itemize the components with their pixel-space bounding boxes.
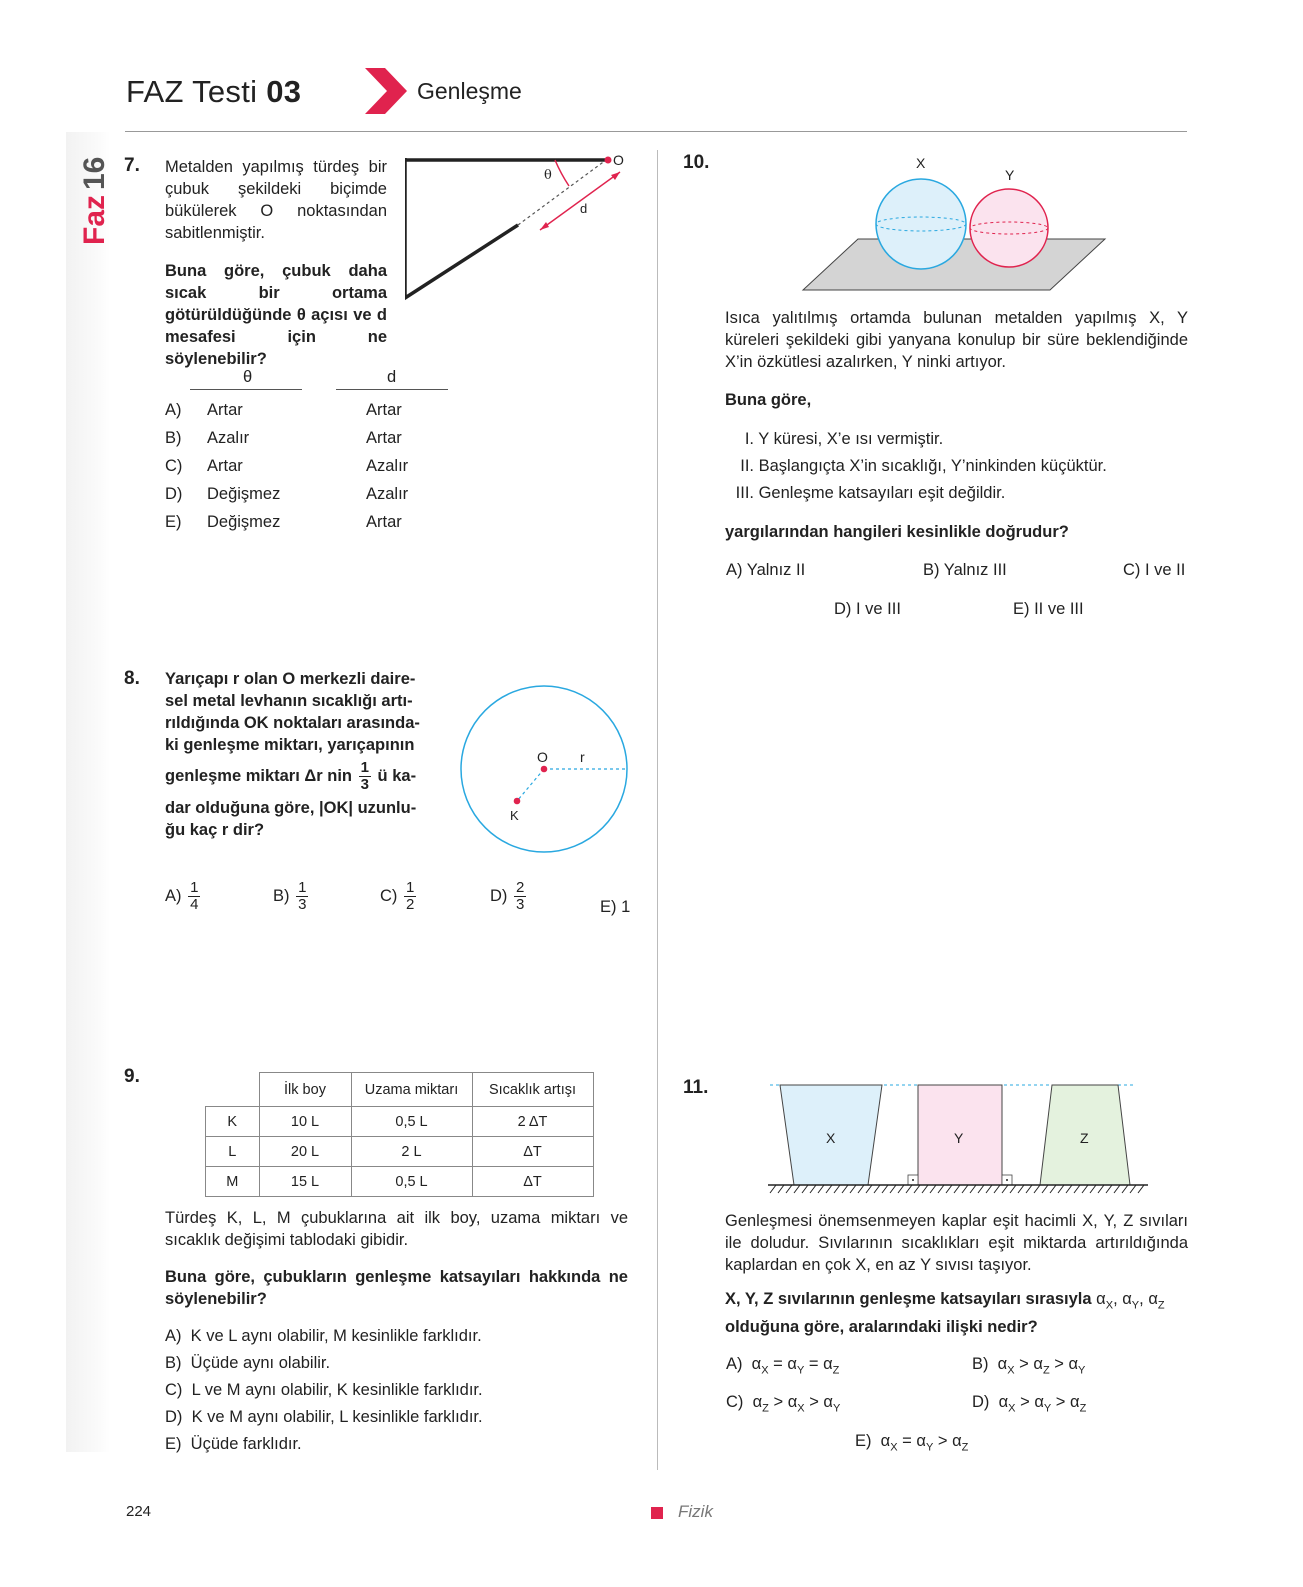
q8-option-a[interactable] bbox=[165, 880, 202, 913]
q11-number: 11. bbox=[683, 1077, 709, 1098]
table-row bbox=[206, 1167, 594, 1197]
alpha-symbol: α bbox=[823, 1393, 833, 1411]
option-letter: A) bbox=[726, 1355, 743, 1373]
q7-number: 7. bbox=[124, 155, 140, 176]
option-theta: Artar bbox=[207, 457, 243, 475]
q8-option-e[interactable] bbox=[600, 898, 630, 917]
option-operator: > bbox=[1019, 1355, 1029, 1373]
option-d: Artar bbox=[366, 429, 402, 447]
q8-figure bbox=[455, 684, 635, 856]
q10-y-label: Y bbox=[1005, 167, 1015, 183]
option-letter: A) bbox=[165, 886, 182, 905]
alpha-sub: X bbox=[1007, 1364, 1015, 1377]
q7-text: Metalden yapılmış türdeş bir çubuk şekildeki biçimde bükülerek O noktasından sabitlenmiştir. bbox=[165, 158, 387, 242]
fraction-num: 1 bbox=[360, 759, 369, 776]
q7-point-label: O bbox=[613, 152, 624, 168]
q11-question-pre: X, Y, Z sıvılarının genleşme katsayıları sırasıyla bbox=[725, 1290, 1092, 1308]
option-fraction bbox=[514, 880, 526, 913]
option-operator: = bbox=[902, 1432, 912, 1450]
table-header-row bbox=[206, 1073, 594, 1107]
option-letter: C) bbox=[380, 886, 398, 905]
fraction-den: 4 bbox=[190, 896, 199, 913]
option-letter: B) bbox=[165, 1354, 182, 1372]
q10-text: Isıca yalıtılmış ortamda bulunan metalden yapılmış X, Y küreleri şekildeki gibi yanyana konulup bir süre beklendiğinde X’in özkütlesi azalırken, Y ninki artıyor. bbox=[725, 309, 1188, 371]
table-row bbox=[206, 1137, 594, 1167]
q7-angle-label: θ bbox=[544, 168, 552, 183]
option-letter: D) bbox=[165, 1408, 183, 1426]
table-corner bbox=[206, 1073, 260, 1107]
option-letter: A) bbox=[165, 401, 182, 419]
column-divider bbox=[657, 150, 658, 1470]
table-header: Sıcaklık artışı bbox=[472, 1073, 593, 1107]
alpha-sub: X bbox=[890, 1441, 898, 1454]
q8-number: 8. bbox=[124, 668, 140, 689]
alpha-sub: Z bbox=[1042, 1364, 1050, 1377]
option-operator: = bbox=[808, 1355, 819, 1373]
alpha-symbol: α bbox=[1148, 1290, 1158, 1308]
q11-option-e[interactable] bbox=[855, 1432, 968, 1453]
q10-statement-2 bbox=[732, 455, 1107, 477]
option-d: Azalır bbox=[366, 485, 409, 503]
q8-text bbox=[165, 668, 435, 841]
q8-line: sel metal levhanın sıcaklığı artı- bbox=[165, 692, 413, 710]
alpha-symbol: α bbox=[1096, 1290, 1106, 1308]
table-cell: 15 L bbox=[259, 1167, 351, 1197]
page-title-text: FAZ Testi bbox=[126, 74, 258, 109]
alpha-symbol: α bbox=[1068, 1355, 1079, 1373]
alpha-symbol: α bbox=[823, 1355, 833, 1373]
table-cell: 2 L bbox=[351, 1137, 472, 1167]
q9-option-a[interactable] bbox=[165, 1327, 482, 1346]
option-d: Artar bbox=[366, 513, 402, 531]
q7-figure bbox=[405, 150, 640, 305]
q7-dist-label: d bbox=[580, 201, 588, 216]
option-text: K ve M aynı olabilir, L kesinlikle farklıdır. bbox=[191, 1408, 483, 1426]
side-strip bbox=[66, 132, 110, 1452]
q10-option-d[interactable]: D) I ve III bbox=[834, 600, 901, 618]
q8-option-d[interactable] bbox=[490, 880, 528, 913]
option-operator: > bbox=[1020, 1393, 1030, 1411]
q11-option-a[interactable] bbox=[726, 1355, 839, 1376]
q7-col-rule-1 bbox=[190, 389, 302, 390]
option-d: Artar bbox=[366, 401, 402, 419]
chevron-right-icon bbox=[365, 68, 407, 114]
alpha-sub: Z bbox=[832, 1364, 840, 1377]
fraction-num: 1 bbox=[190, 879, 199, 896]
page-title bbox=[126, 74, 301, 110]
option-theta: Artar bbox=[207, 401, 243, 419]
alpha-symbol: α bbox=[1033, 1355, 1043, 1373]
q8-line: ğu kaç r dir? bbox=[165, 821, 265, 839]
q8-fraction bbox=[359, 760, 371, 793]
option-letter: C) bbox=[165, 457, 183, 475]
alpha-sub: X bbox=[761, 1364, 769, 1377]
q8-line: rıldığında OK noktaları arasında- bbox=[165, 714, 420, 732]
option-letter: B) bbox=[972, 1355, 989, 1373]
alpha-symbol: α bbox=[787, 1393, 798, 1411]
alpha-term: $\alpha_Y$, bbox=[1122, 1290, 1144, 1312]
alpha-symbol: α bbox=[880, 1432, 891, 1450]
option-text: Üçüde aynı olabilir. bbox=[190, 1354, 331, 1372]
option-letter: E) bbox=[600, 898, 617, 916]
q9-text: Türdeş K, L, M çubuklarına ait ilk boy, uzama miktarı ve sıcaklık değişimi tablodaki gibidir. bbox=[165, 1209, 628, 1249]
side-label-prefix: Faz bbox=[78, 194, 111, 245]
option-operator: > bbox=[809, 1393, 819, 1411]
table-cell: 20 L bbox=[259, 1137, 351, 1167]
q10-lead: Buna göre, bbox=[725, 391, 812, 409]
q11-question-post: olduğuna göre, aralarındaki ilişki nedir? bbox=[725, 1318, 1038, 1337]
alpha-symbol: α bbox=[787, 1355, 797, 1373]
q10-option-b[interactable]: B) Yalnız III bbox=[923, 561, 1007, 579]
q8-center-label: O bbox=[537, 749, 548, 765]
q9-question: Buna göre, çubukların genleşme katsayıları hakkında ne söylenebilir? bbox=[165, 1268, 628, 1308]
q8-radius-label: r bbox=[580, 749, 585, 765]
table-cell: ΔT bbox=[472, 1137, 593, 1167]
alpha-sub: Y bbox=[796, 1364, 805, 1377]
q8-line: ki genleşme miktarı, yarıçapının bbox=[165, 736, 415, 754]
side-label-num: 16 bbox=[78, 156, 111, 190]
q7-question: Buna göre, çubuk daha sıcak bir ortama götürüldüğünde θ açısı ve d mesafesi için ne söylenebilir? bbox=[165, 262, 387, 368]
statement-text: Y küresi, X’e ısı vermiştir. bbox=[758, 430, 944, 448]
q8-line bbox=[165, 760, 435, 793]
alpha-sub: X bbox=[1105, 1299, 1114, 1312]
page-subtitle: Genleşme bbox=[417, 78, 522, 104]
fraction-den: 2 bbox=[406, 896, 415, 913]
q11-y-label: Y bbox=[954, 1130, 964, 1146]
statement-num: III. bbox=[735, 484, 754, 502]
alpha-sub: X bbox=[1008, 1402, 1016, 1415]
option-letter: D) bbox=[165, 485, 183, 503]
q7-col-header-theta: θ bbox=[243, 368, 253, 386]
alpha-sub: Y bbox=[1043, 1402, 1052, 1415]
alpha-sub: Y bbox=[925, 1441, 934, 1454]
fraction-num: 1 bbox=[298, 879, 307, 896]
option-d: Azalır bbox=[366, 457, 409, 475]
q7-col-header-d: d bbox=[387, 368, 397, 386]
alpha-symbol: α bbox=[998, 1393, 1009, 1411]
option-letter: C) bbox=[726, 1393, 744, 1411]
option-operator: = bbox=[773, 1355, 783, 1373]
q7-col-rule-2 bbox=[336, 389, 448, 390]
q11-question bbox=[725, 1288, 1195, 1338]
table-cell: 2 ΔT bbox=[472, 1107, 593, 1137]
option-operator: > bbox=[773, 1393, 784, 1411]
option-fraction bbox=[404, 880, 416, 913]
q9-option-b[interactable] bbox=[165, 1354, 330, 1373]
statement-text: Başlangıçta X’in sıcaklığı, Y’ninkinden küçüktür. bbox=[758, 457, 1107, 475]
q8-option-c[interactable] bbox=[380, 880, 418, 913]
q11-z-label: Z bbox=[1080, 1130, 1089, 1146]
table-cell: 10 L bbox=[259, 1107, 351, 1137]
option-letter: B) bbox=[165, 429, 182, 447]
q10-statement-1 bbox=[732, 428, 943, 450]
table-cell: 0,5 L bbox=[351, 1107, 472, 1137]
statement-text: Genleşme katsayıları eşit değildir. bbox=[758, 484, 1006, 502]
q8-line5-post: ü ka- bbox=[377, 766, 417, 785]
side-label bbox=[56, 150, 120, 250]
table-cell: ΔT bbox=[472, 1167, 593, 1197]
option-operator: > bbox=[1055, 1393, 1066, 1411]
alpha-term: $\alpha_X$, bbox=[1096, 1290, 1118, 1312]
q9-table bbox=[205, 1072, 594, 1197]
q11-option-b[interactable] bbox=[972, 1355, 1085, 1376]
option-operator: > bbox=[1054, 1355, 1064, 1373]
table-row-name: M bbox=[206, 1167, 260, 1197]
option-letter: A) bbox=[165, 1327, 182, 1345]
subject-marker-icon bbox=[651, 1507, 663, 1519]
fraction-den: 3 bbox=[360, 776, 369, 793]
alpha-sub: Y bbox=[832, 1402, 841, 1415]
fraction-den: 3 bbox=[516, 896, 525, 913]
option-value: 1 bbox=[621, 898, 631, 916]
q10-x-label: X bbox=[916, 155, 926, 171]
alpha-symbol: α bbox=[916, 1432, 926, 1450]
q9-option-d[interactable] bbox=[165, 1408, 483, 1427]
q11-x-label: X bbox=[826, 1130, 836, 1146]
q10-option-c[interactable]: C) I ve II bbox=[1123, 561, 1186, 579]
alpha-sub: Y bbox=[1078, 1364, 1086, 1377]
q11-option-c[interactable] bbox=[726, 1393, 840, 1414]
q8-line: Yarıçapı r olan O merkezli daire- bbox=[165, 670, 416, 688]
alpha-symbol: α bbox=[752, 1393, 763, 1411]
q10-number: 10. bbox=[683, 152, 710, 173]
alpha-sub: Y bbox=[1131, 1299, 1140, 1312]
q10-question: yargılarından hangileri kesinlikle doğrudur? bbox=[725, 523, 1069, 541]
alpha-term bbox=[1148, 1290, 1165, 1312]
option-letter: B) bbox=[273, 886, 290, 905]
option-fraction bbox=[296, 880, 308, 913]
q10-figure bbox=[800, 150, 1110, 295]
q10-statement-3 bbox=[732, 482, 1005, 504]
q9-option-e[interactable] bbox=[165, 1435, 302, 1454]
alpha-symbol: α bbox=[1070, 1393, 1080, 1411]
option-theta: Azalır bbox=[207, 429, 250, 447]
option-theta: Değişmez bbox=[207, 513, 281, 531]
option-letter: D) bbox=[972, 1393, 990, 1411]
alpha-symbol: α bbox=[751, 1355, 762, 1373]
alpha-sub: Z bbox=[762, 1402, 769, 1415]
fraction-num: 2 bbox=[516, 879, 525, 896]
q9-number: 9. bbox=[124, 1066, 140, 1087]
option-fraction bbox=[188, 880, 200, 913]
option-letter: D) bbox=[490, 886, 508, 905]
fraction-den: 3 bbox=[298, 896, 307, 913]
option-text: K ve L aynı olabilir, M kesinlikle farklıdır. bbox=[190, 1327, 482, 1345]
fraction-num: 1 bbox=[406, 879, 415, 896]
alpha-sub: Z bbox=[1157, 1299, 1165, 1312]
q11-option-d[interactable] bbox=[972, 1393, 1086, 1414]
q8-line5-pre: genleşme miktarı Δr nin bbox=[165, 766, 353, 785]
q9-option-c[interactable] bbox=[165, 1381, 483, 1400]
statement-num: I. bbox=[744, 430, 754, 448]
option-text: Üçüde farklıdır. bbox=[190, 1435, 302, 1453]
q8-option-b[interactable] bbox=[273, 880, 310, 913]
option-letter: E) bbox=[165, 513, 182, 531]
alpha-sub: Z bbox=[961, 1441, 969, 1454]
option-theta: Değişmez bbox=[207, 485, 281, 503]
page-title-num: 03 bbox=[266, 74, 302, 109]
statement-num: II. bbox=[740, 457, 754, 475]
q10-option-a[interactable]: A) Yalnız II bbox=[726, 561, 806, 579]
q8-line: dar olduğuna göre, |OK| uzunlu- bbox=[165, 799, 417, 817]
option-letter: C) bbox=[165, 1381, 183, 1399]
table-header: İlk boy bbox=[259, 1073, 351, 1107]
table-row bbox=[206, 1107, 594, 1137]
table-header: Uzama miktarı bbox=[351, 1073, 472, 1107]
alpha-symbol: α bbox=[1034, 1393, 1044, 1411]
alpha-symbol: α bbox=[997, 1355, 1008, 1373]
q11-figure bbox=[760, 1077, 1150, 1199]
q8-point-label: K bbox=[510, 808, 519, 823]
option-letter: E) bbox=[855, 1432, 872, 1450]
q11-text: Genleşmesi önemsenmeyen kaplar eşit hacimli X, Y, Z sıvıları ile doludur. Sıvılarının sıcaklıkları eşit miktarda artırıldığında kaplardan en çok X, en az Y sıvısı taşıyor. bbox=[725, 1212, 1188, 1274]
page-number: 224 bbox=[126, 1503, 152, 1520]
alpha-sub: X bbox=[797, 1402, 805, 1415]
header-divider bbox=[125, 131, 1187, 132]
option-letter: E) bbox=[165, 1435, 182, 1453]
table-row-name: K bbox=[206, 1107, 260, 1137]
alpha-symbol: α bbox=[1122, 1290, 1132, 1308]
alpha-symbol: α bbox=[952, 1432, 962, 1450]
subject-name: Fizik bbox=[678, 1502, 713, 1521]
option-text: L ve M aynı olabilir, K kesinlikle farklıdır. bbox=[191, 1381, 483, 1399]
table-row-name: L bbox=[206, 1137, 260, 1167]
alpha-sub: Z bbox=[1079, 1402, 1087, 1415]
option-operator: > bbox=[937, 1432, 948, 1450]
q10-option-e[interactable]: E) II ve III bbox=[1013, 600, 1084, 618]
table-cell: 0,5 L bbox=[351, 1167, 472, 1197]
